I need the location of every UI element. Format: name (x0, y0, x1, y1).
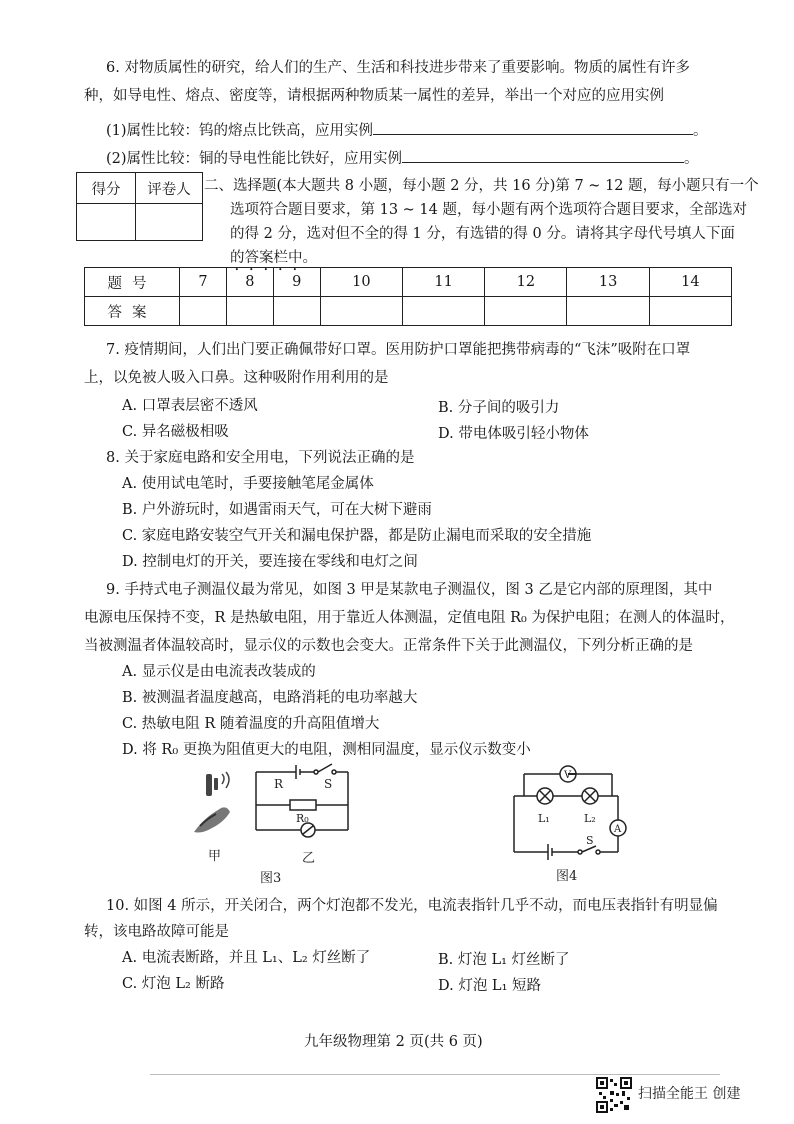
q6-line1: 6. 对物质属性的研究，给人们的生产、生活和科技进步带来了重要影响。物质的属性有许多 (106, 60, 690, 76)
q9-line2: 电源电压保持不变，R 是热敏电阻，用于靠近人体测温，定值电阻 R₀ 为保护电阻；在测人的体温时， (84, 610, 735, 626)
answer-table-number: 10 (320, 268, 402, 297)
score-box (76, 172, 203, 241)
q7-option-a: A. 口罩表层密不透风 (122, 398, 258, 414)
bottom-divider (150, 1074, 720, 1075)
fig4-s-label: S (586, 834, 594, 847)
answer-table (84, 267, 732, 326)
q10-option-d: D. 灯泡 L₁ 短路 (438, 978, 541, 994)
q8-option-a: A. 使用试电笔时，手要接触笔尾金属体 (122, 476, 374, 492)
fig3-r0-label: R₀ (296, 812, 309, 825)
answer-table-number: 14 (649, 268, 731, 297)
answer-cell[interactable] (485, 297, 567, 326)
q6-sub1 (106, 120, 708, 141)
q8-option-c: C. 家庭电路安装空气开关和漏电保护器，都是防止漏电而采取的安全措施 (122, 528, 592, 544)
fig3-r-label: R (274, 777, 284, 791)
scanner-watermark: 扫描全能王 创建 (638, 1086, 741, 1102)
fig4-v-label: V (564, 770, 572, 781)
answer-cell[interactable] (567, 297, 649, 326)
q6-sub2-blank[interactable] (402, 148, 684, 163)
q6-sub1-text: (1)属性比较：钨的熔点比铁高，应用实例 (106, 123, 374, 139)
fig3-caption: 图3 (260, 871, 282, 886)
fig3-label-yi: 乙 (302, 851, 316, 866)
answer-cell[interactable] (320, 297, 402, 326)
q6-sub2-text: (2)属性比较：铜的导电性能比铁好，应用实例 (106, 151, 403, 167)
q9-option-c: C. 热敏电阻 R 随着温度的升高阻值增大 (122, 716, 380, 732)
section2-line1: 二、选择题(本大题共 8 小题，每小题 2 分，共 16 分)第 7 ~ 12 题，每小题只有一个 (204, 178, 759, 194)
answer-cell[interactable] (649, 297, 731, 326)
fig3-s-label: S (324, 777, 333, 791)
q7-option-d: D. 带电体吸引轻小物体 (438, 426, 589, 442)
q7-option-b: B. 分子间的吸引力 (438, 400, 560, 416)
q10-option-b: B. 灯泡 L₁ 灯丝断了 (438, 952, 570, 968)
q6-sub2-end: 。 (684, 151, 699, 167)
section2-line4: 的答案栏中。 (230, 250, 317, 266)
grader-cell[interactable] (136, 204, 203, 241)
q7-line1: 7. 疫情期间，人们出门要正确佩带好口罩。医用防护口罩能把携带病毒的“飞沫”吸附在口罩 (106, 342, 691, 358)
score-header: 得分 (77, 173, 136, 204)
q9-line3: 当被测温者体温较高时，显示仪的示数也会变大。正常条件下关于此测温仪，下列分析正确的是 (84, 638, 693, 654)
q9-line1: 9. 手持式电子测温仪最为常见，如图 3 甲是某款电子测温仪，图 3 乙是它内部的原理图，其中 (106, 582, 713, 598)
answer-cell[interactable] (273, 297, 320, 326)
answer-table-answer-row (85, 297, 732, 326)
fig4-caption: 图4 (556, 869, 578, 884)
answer-table-number-row (85, 268, 732, 297)
answer-table-number: 12 (485, 268, 567, 297)
circuit-3 (256, 764, 348, 837)
answer-cell[interactable] (226, 297, 273, 326)
answer-table-number: 8 (226, 268, 273, 297)
fig4-l1-label: L₁ (538, 812, 550, 825)
thermometer-sketch (194, 772, 230, 833)
answer-table-row2-label: 答案 (85, 297, 180, 326)
fig4-a-label: A (614, 824, 622, 835)
page-footer: 九年级物理第 2 页(共 6 页) (304, 1034, 483, 1050)
q10-line2: 转，该电路故障可能是 (84, 924, 229, 940)
q10-option-a: A. 电流表断路，并且 L₁、L₂ 灯丝断了 (122, 950, 371, 966)
answer-table-number: 7 (180, 268, 227, 297)
answer-table-number: 13 (567, 268, 649, 297)
q6-sub1-blank[interactable] (373, 120, 693, 135)
section2-line2: 选项符合题目要求，第 13 ~ 14 题，每小题有两个选项符合题目要求，全部选对 (230, 202, 747, 218)
score-cell[interactable] (77, 204, 136, 241)
fig3-label-jia: 甲 (208, 849, 222, 864)
q8-stem: 8. 关于家庭电路和安全用电，下列说法正确的是 (106, 450, 415, 466)
q7-line2: 上，以免被人吸入口鼻。这种吸附作用利用的是 (84, 370, 389, 386)
q9-option-b: B. 被测温者温度越高，电路消耗的电功率越大 (122, 690, 418, 706)
figure-4 (500, 762, 640, 890)
q6-line2: 种，如导电性、熔点、密度等，请根据两种物质某一属性的差异，举出一个对应的应用实例 (84, 88, 664, 104)
answer-cell[interactable] (402, 297, 484, 326)
answer-table-number: 11 (402, 268, 484, 297)
q7-option-c: C. 异名磁极相吸 (122, 424, 229, 440)
q10-line1: 10. 如图 4 所示，开关闭合，两个灯泡都不发光，电流表指针几乎不动，而电压表指针有明显偏 (106, 898, 718, 914)
q8-option-d: D. 控制电灯的开关，要连接在零线和电灯之间 (122, 554, 418, 570)
grader-header: 评卷人 (136, 173, 203, 204)
q10-option-c: C. 灯泡 L₂ 断路 (122, 976, 225, 992)
section2-line3: 的得 2 分，选对但不全的得 1 分，有选错的得 0 分。请将其字母代号填人下面 (230, 226, 735, 242)
q6-sub2 (106, 148, 699, 169)
fig4-l2-label: L₂ (584, 812, 596, 825)
q8-option-b: B. 户外游玩时，如遇雷雨天气，可在大树下避雨 (122, 502, 432, 518)
answer-table-number: 9 (273, 268, 320, 297)
q9-option-a: A. 显示仪是由电流表改装成的 (122, 664, 316, 680)
qr-code-icon (596, 1077, 632, 1113)
answer-table-row1-label: 题号 (85, 268, 180, 297)
q6-sub1-end: 。 (693, 123, 708, 139)
answer-cell[interactable] (180, 297, 227, 326)
figure-3 (180, 760, 380, 890)
q9-option-d: D. 将 R₀ 更换为阻值更大的电阻，测相同温度，显示仪示数变小 (122, 742, 531, 758)
